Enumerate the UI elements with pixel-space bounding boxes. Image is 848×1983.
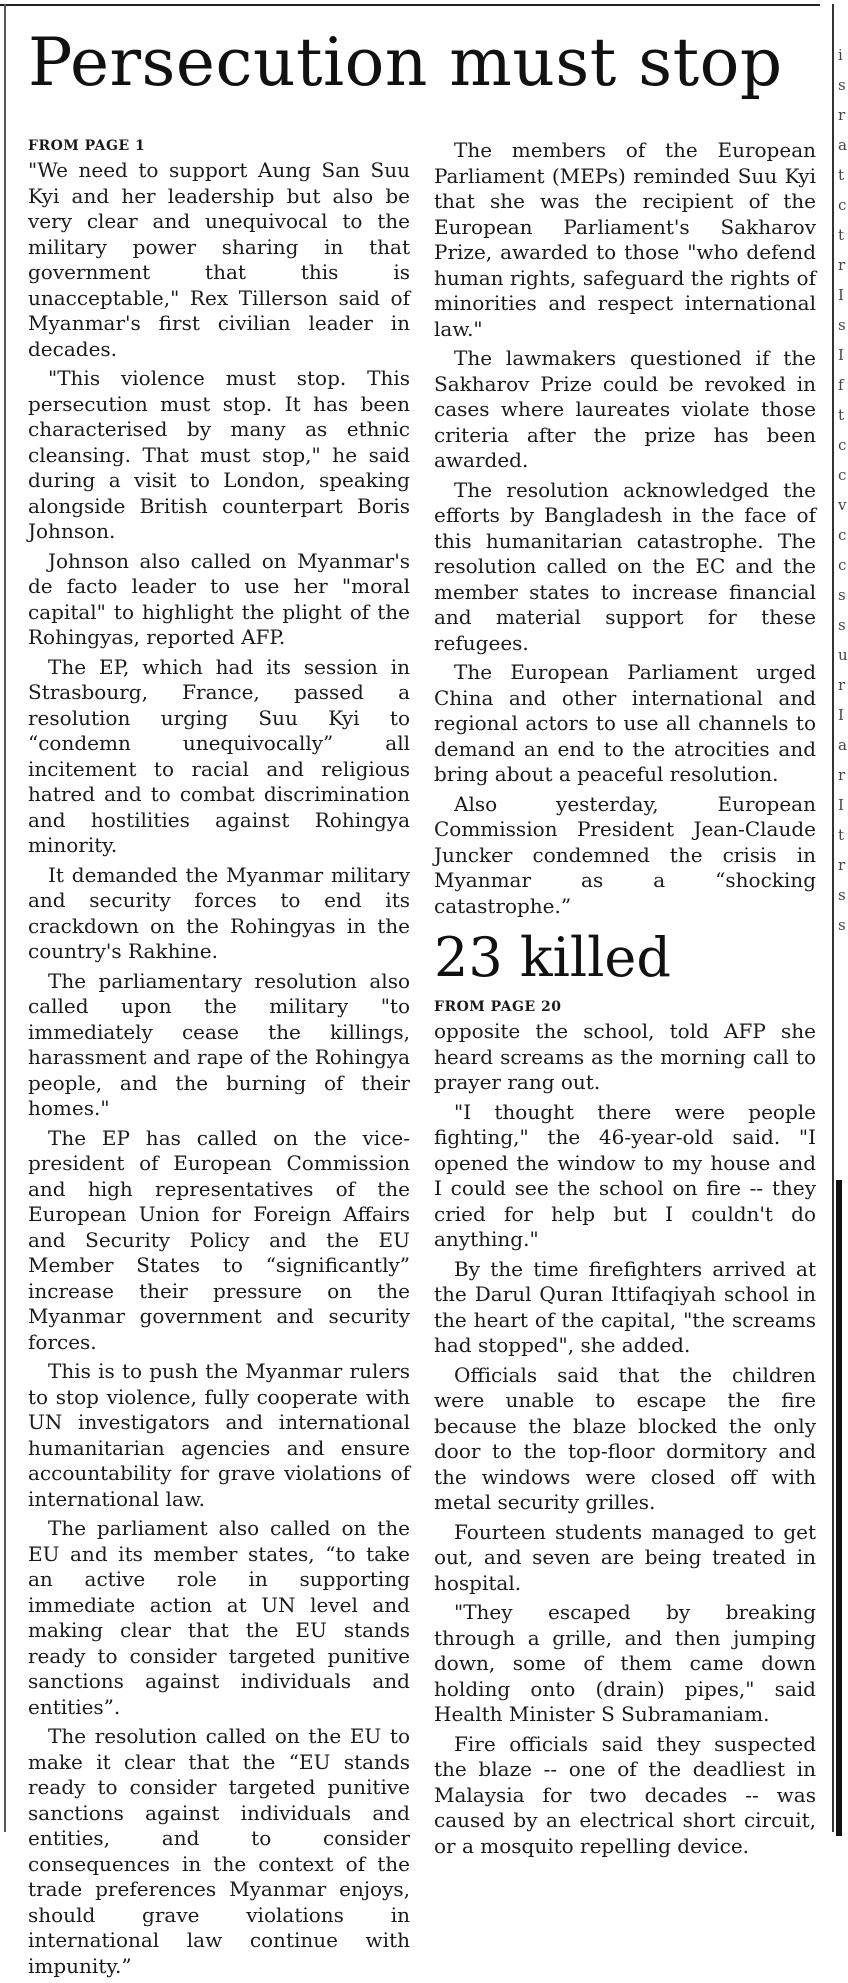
left-column-rule [4,4,6,1832]
adjacent-column-letter: t [838,406,845,424]
adjacent-column-letter: s [838,886,846,904]
adjacent-column-letter: t [838,226,845,244]
adjacent-column-letter: r [838,106,846,124]
adjacent-column-letter: I [838,796,844,814]
adjacent-column-letter: r [838,676,846,694]
article-paragraph: The resolution acknowledged the efforts by Bangladesh in the face of this humanitarian catastrophe. The resolution called on the EC and the member states to increase financial and material support for these refugees. [434,477,816,655]
article-paragraph: The EP, which had its session in Strasbourg, France, passed a resolution urging Suu Kyi to “condemn unequivocally” all incitement to racial and religious hatred and to combat discrimination and hostilities against Rohingya minority. [28,654,410,857]
adjacent-column-letter: c [838,526,847,544]
second-article-paragraph: Fire officials said they suspected the blaze -- one of the deadliest in Malaysia for two decades -- was caused by an electrical short circuit, or a mosquito repelling device. [434,1731,816,1858]
adjacent-column-letter: r [838,256,846,274]
adjacent-column-letter: c [838,196,847,214]
adjacent-column-letter: I [838,346,844,364]
adjacent-column-letter: r [838,766,846,784]
second-article-paragraph: opposite the school, told AFP she heard screams as the morning call to prayer rang out. [434,1019,816,1094]
second-article-paragraph: Fourteen students managed to get out, and seven are being treated in hospital. [434,1519,816,1595]
article-headline: Persecution must stop [28,24,783,101]
article-paragraph: It demanded the Myanmar military and security forces to end its crackdown on the Rohingyas in the country's Rakhine. [28,862,410,963]
article-paragraph: This is to push the Myanmar rulers to stop violence, fully cooperate with UN investigators and international humanitarian agencies and ensure accountability for grave violations of international law. [28,1359,410,1511]
article-paragraph: Johnson also called on Myanmar's de facto leader to use her "moral capital" to highlight the plight of the Rohingyas, reported AFP. [28,548,410,649]
article-source-label: FROM PAGE 1 [28,138,146,154]
adjacent-column-letter: s [838,916,846,934]
article-paragraph: The resolution called on the EU to make it clear that the “EU stands ready to consider targeted punitive sanctions against individuals and entities, and to consider consequences in the context of the trade preferences Myanmar enjoys, should grave violations in international law continue with impunity.” [28,1724,410,1978]
adjacent-column-letter: I [838,706,844,724]
adjacent-column-letter: s [838,586,846,604]
article-paragraph: The members of the European Parliament (MEPs) reminded Suu Kyi that she was the recipient of the European Parliament's Sakharov Prize, awarded to those "who defend human rights, safeguard the rights of minorities and respect international law." [434,138,816,341]
adjacent-column-letter: u [838,646,848,664]
article-paragraph: The parliamentary resolution also called upon the military "to immediately cease the killings, harassment and rape of the Rohingya people, and the burning of their homes." [28,968,410,1120]
adjacent-column-letter: c [838,556,847,574]
second-article-paragraph: By the time firefighters arrived at the Darul Quran Ittifaqiyah school in the heart of the capital, "the screams had stopped", she added. [434,1256,816,1357]
adjacent-column-letter: c [838,466,847,484]
article-column-right [434,138,816,1863]
adjacent-column-letter: t [838,166,845,184]
adjacent-column-letter: f [838,376,844,394]
adjacent-column-letter: a [838,136,847,154]
adjacent-column-text [838,40,846,940]
top-rule [0,4,820,6]
adjacent-article-border [836,1180,842,1836]
adjacent-column-letter: s [838,316,846,334]
second-article-paragraph: "They escaped by breaking through a grille, and then jumping down, some of them came down holding onto (drain) pipes," said Health Minister S Subramaniam. [434,1600,816,1726]
second-article-paragraph: Officials said that the children were unable to escape the fire because the blaze blocked the only door to the top-floor dormitory and the windows were closed off with metal security grilles. [434,1362,816,1514]
article-paragraph: "We need to support Aung San Suu Kyi and her leadership but also be very clear and unequivocal to the military power sharing in that government that this is unacceptable," Rex Tillerson said of Myanmar's first civilian leader in decades. [28,158,410,361]
article-paragraph: The EP has called on the vice-president of European Commission and high representatives of the European Union for Foreign Affairs and Security Policy and the EU Member States to “significantly” increase their pressure on the Myanmar government and security forces. [28,1125,410,1354]
adjacent-column-letter: a [838,736,847,754]
second-article-paragraph: "I thought there were people fighting," the 46-year-old said. "I opened the window to my house and I could see the school on fire -- they cried for help but I couldn't do anything." [434,1099,816,1251]
article-paragraph: Also yesterday, European Commission President Jean-Claude Juncker condemned the crisis in Myanmar as a “shocking catastrophe.” [434,791,816,918]
adjacent-column-letter: i [838,46,843,64]
adjacent-column-letter: r [838,856,846,874]
article-column-left [28,138,410,1983]
adjacent-column-letter: s [838,616,846,634]
article-paragraph: "This violence must stop. This persecution must stop. It has been characterised by many as ethnic cleansing. That must stop," he said during a visit to London, speaking alongside British counterpart Boris Johnson. [28,366,410,543]
article-paragraph: The European Parliament urged China and other international and regional actors to use all channels to demand an end to the atrocities and bring about a peaceful resolution. [434,660,816,786]
adjacent-column-letter: c [838,436,847,454]
adjacent-column-letter: v [838,496,847,514]
right-column-rule [832,4,834,1832]
second-article-source-label: FROM PAGE 20 [434,999,562,1015]
article-paragraph: The lawmakers questioned if the Sakharov Prize could be revoked in cases where laureates violate those criteria after the prize has been awarded. [434,346,816,472]
article-paragraph: The parliament also called on the EU and its member states, “to take an active role in supporting immediate action at UN level and making clear that the EU stands ready to consider targeted punitive sanctions against individuals and entities”. [28,1516,410,1719]
adjacent-column-letter: I [838,286,844,304]
second-article-headline: 23 killed [434,926,671,989]
adjacent-column-letter: t [838,826,845,844]
adjacent-column-letter: s [838,76,846,94]
